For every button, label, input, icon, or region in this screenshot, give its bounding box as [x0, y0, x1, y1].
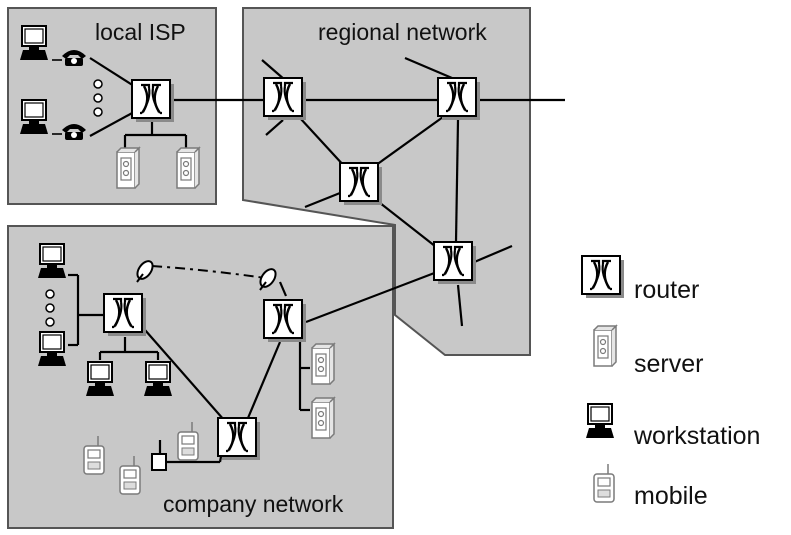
base-station	[152, 454, 166, 470]
server-icon	[594, 326, 616, 366]
workstation-icon	[586, 404, 614, 438]
server-icon	[117, 148, 139, 188]
legend-server-label: server	[634, 350, 704, 378]
local-isp-label: local ISP	[95, 19, 186, 45]
ellipsis-dots	[46, 290, 54, 326]
workstation-icon	[20, 26, 48, 60]
router-icon	[340, 163, 382, 205]
legend-workstation-label: workstation	[634, 422, 761, 450]
company-network-region	[8, 226, 393, 528]
legend	[582, 256, 760, 510]
mobile-icon	[594, 464, 614, 502]
router-icon	[264, 78, 306, 120]
router-icon	[582, 256, 624, 298]
router-icon	[438, 78, 480, 120]
router-icon	[132, 80, 174, 122]
legend-router-label: router	[634, 276, 700, 304]
workstation-icon	[38, 244, 66, 278]
router-icon	[434, 242, 476, 284]
server-icon	[177, 148, 199, 188]
router-icon	[104, 294, 146, 336]
router-icon	[264, 300, 306, 342]
server-icon	[312, 344, 334, 384]
server-icon	[312, 398, 334, 438]
workstation-icon	[38, 332, 66, 366]
company-network-label: company network	[163, 491, 344, 517]
workstation-icon	[86, 362, 114, 396]
legend-mobile-label: mobile	[634, 482, 708, 510]
workstation-icon	[20, 100, 48, 134]
router-icon	[218, 418, 260, 460]
ellipsis-dots	[94, 80, 102, 116]
workstation-icon	[144, 362, 172, 396]
regional-network-label: regional network	[318, 19, 487, 45]
